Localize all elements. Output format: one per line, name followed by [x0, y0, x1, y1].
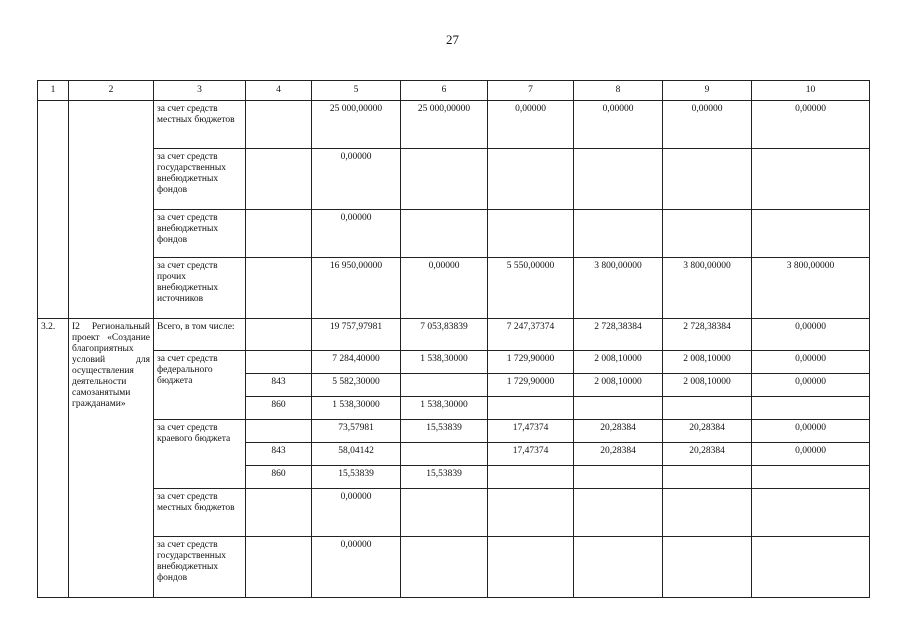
table-row — [38, 351, 870, 374]
table-row — [38, 258, 870, 319]
value-cell — [663, 149, 752, 210]
index-cell-continued — [38, 101, 69, 319]
header-cell: 5 — [312, 81, 401, 101]
value-cell: 0,00000 — [488, 101, 574, 149]
value-cell: 1 538,30000 — [401, 351, 488, 374]
value-cell: 0,00000 — [312, 489, 401, 537]
value-cell — [401, 489, 488, 537]
value-cell: 0,00000 — [312, 537, 401, 598]
value-cell — [574, 466, 663, 489]
value-cell: 3 800,00000 — [752, 258, 870, 319]
source-label: за счет средств местных бюджетов — [154, 489, 246, 537]
value-cell — [752, 537, 870, 598]
code-cell — [246, 258, 312, 319]
value-cell: 0,00000 — [401, 258, 488, 319]
source-label: за счет средств внебюджетных фондов — [154, 210, 246, 258]
source-label: Всего, в том числе: — [154, 319, 246, 351]
table-row — [38, 489, 870, 537]
source-label: за счет средств краевого бюджета — [154, 420, 246, 489]
value-cell — [752, 210, 870, 258]
value-cell — [574, 149, 663, 210]
table-row — [38, 537, 870, 598]
value-cell: 20,28384 — [663, 420, 752, 443]
value-cell — [663, 489, 752, 537]
value-cell: 20,28384 — [663, 443, 752, 466]
value-cell: 2 008,10000 — [663, 374, 752, 397]
source-label: за счет средств местных бюджетов — [154, 101, 246, 149]
budget-table — [37, 80, 870, 598]
code-cell: 860 — [246, 466, 312, 489]
value-cell — [574, 537, 663, 598]
header-cell: 10 — [752, 81, 870, 101]
value-cell — [574, 489, 663, 537]
value-cell — [574, 210, 663, 258]
value-cell — [663, 210, 752, 258]
value-cell: 2 728,38384 — [663, 319, 752, 351]
value-cell — [488, 489, 574, 537]
source-label: за счет средств прочих внебюджетных источников — [154, 258, 246, 319]
value-cell: 0,00000 — [752, 319, 870, 351]
value-cell: 0,00000 — [752, 443, 870, 466]
value-cell — [401, 443, 488, 466]
value-cell: 15,53839 — [401, 466, 488, 489]
value-cell: 0,00000 — [574, 101, 663, 149]
value-cell: 58,04142 — [312, 443, 401, 466]
header-cell: 9 — [663, 81, 752, 101]
value-cell: 73,57981 — [312, 420, 401, 443]
code-cell — [246, 101, 312, 149]
value-cell — [752, 149, 870, 210]
value-cell: 0,00000 — [312, 210, 401, 258]
value-cell: 5 550,00000 — [488, 258, 574, 319]
value-cell: 1 729,90000 — [488, 374, 574, 397]
header-row — [38, 81, 870, 101]
source-label: за счет средств государственных внебюджетных фондов — [154, 149, 246, 210]
code-cell — [246, 210, 312, 258]
value-cell: 2 008,10000 — [574, 374, 663, 397]
value-cell: 2 008,10000 — [574, 351, 663, 374]
value-cell: 1 729,90000 — [488, 351, 574, 374]
value-cell — [752, 397, 870, 420]
value-cell: 7 284,40000 — [312, 351, 401, 374]
value-cell — [488, 537, 574, 598]
value-cell — [488, 466, 574, 489]
value-cell: 0,00000 — [752, 420, 870, 443]
table-row — [38, 210, 870, 258]
value-cell: 0,00000 — [663, 101, 752, 149]
page-number: 27 — [446, 32, 459, 47]
value-cell: 0,00000 — [752, 351, 870, 374]
value-cell: 25 000,00000 — [312, 101, 401, 149]
table-row — [38, 149, 870, 210]
code-cell — [246, 319, 312, 351]
code-cell — [246, 149, 312, 210]
header-cell: 8 — [574, 81, 663, 101]
value-cell: 25 000,00000 — [401, 101, 488, 149]
value-cell: 2 008,10000 — [663, 351, 752, 374]
header-cell: 7 — [488, 81, 574, 101]
value-cell: 2 728,38384 — [574, 319, 663, 351]
value-cell — [401, 537, 488, 598]
value-cell — [752, 466, 870, 489]
value-cell — [663, 537, 752, 598]
code-cell — [246, 420, 312, 443]
source-label: за счет средств государственных внебюджетных фондов — [154, 537, 246, 598]
header-cell: 3 — [154, 81, 246, 101]
value-cell — [488, 149, 574, 210]
table-row — [38, 319, 870, 351]
code-cell: 843 — [246, 443, 312, 466]
header-cell: 2 — [69, 81, 154, 101]
value-cell — [663, 397, 752, 420]
value-cell: 20,28384 — [574, 443, 663, 466]
value-cell — [488, 210, 574, 258]
value-cell — [401, 210, 488, 258]
code-cell: 860 — [246, 397, 312, 420]
value-cell: 1 538,30000 — [312, 397, 401, 420]
value-cell: 1 538,30000 — [401, 397, 488, 420]
value-cell: 7 247,37374 — [488, 319, 574, 351]
section-index: 3.2. — [38, 319, 69, 598]
code-cell — [246, 537, 312, 598]
value-cell: 0,00000 — [312, 149, 401, 210]
value-cell: 7 053,83839 — [401, 319, 488, 351]
value-cell: 17,47374 — [488, 443, 574, 466]
table-row — [38, 101, 870, 149]
project-cell-continued — [69, 101, 154, 319]
value-cell — [752, 489, 870, 537]
project-name: I2 Региональный проект «Создание благоприятных условий для осуществления деятельности самозанятыми гражданами» — [69, 319, 154, 598]
header-cell: 1 — [38, 81, 69, 101]
value-cell — [401, 374, 488, 397]
value-cell: 16 950,00000 — [312, 258, 401, 319]
value-cell — [663, 466, 752, 489]
value-cell: 19 757,97981 — [312, 319, 401, 351]
value-cell — [488, 397, 574, 420]
value-cell: 3 800,00000 — [663, 258, 752, 319]
header-cell: 4 — [246, 81, 312, 101]
value-cell: 5 582,30000 — [312, 374, 401, 397]
value-cell — [574, 397, 663, 420]
value-cell: 15,53839 — [312, 466, 401, 489]
value-cell: 0,00000 — [752, 101, 870, 149]
value-cell: 0,00000 — [752, 374, 870, 397]
table-row — [38, 420, 870, 443]
code-cell — [246, 489, 312, 537]
value-cell: 20,28384 — [574, 420, 663, 443]
header-cell: 6 — [401, 81, 488, 101]
value-cell: 3 800,00000 — [574, 258, 663, 319]
code-cell: 843 — [246, 374, 312, 397]
value-cell: 15,53839 — [401, 420, 488, 443]
source-label: за счет средств федерального бюджета — [154, 351, 246, 420]
code-cell — [246, 351, 312, 374]
value-cell: 17,47374 — [488, 420, 574, 443]
value-cell — [401, 149, 488, 210]
